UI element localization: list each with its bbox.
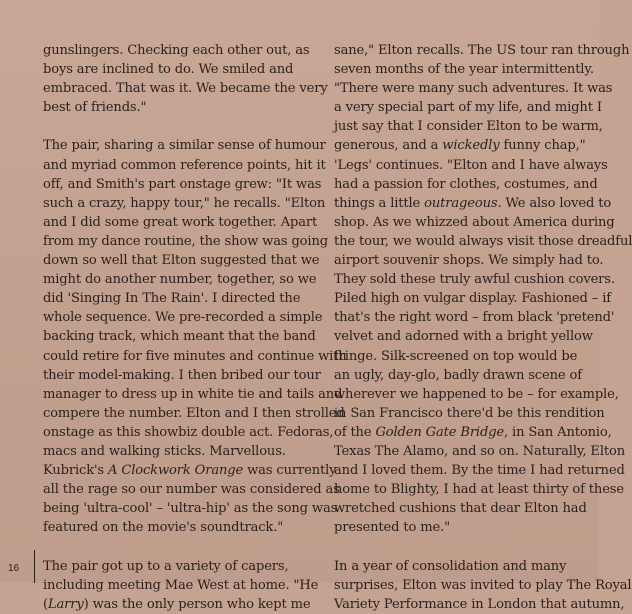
- text-line: such a crazy, happy tour," he recalls. "Elton: [43, 195, 326, 211]
- text-line: [334, 194, 612, 213]
- text-line: onstage as this showbiz double act. Fedoras,: [43, 424, 334, 440]
- text-line: In a year of consolidation and many: [334, 558, 567, 574]
- text-line: presented to me.": [334, 520, 450, 536]
- landmark-emphasis: Golden Gate Bridge: [375, 424, 505, 440]
- text-line: compere the number. Elton and I then strolled: [43, 405, 345, 421]
- text-line: sane," Elton recalls. The US tour ran through: [334, 43, 630, 58]
- text-line: all the rage so our number was considered as: [43, 482, 340, 498]
- text-line: Texas The Alamo, and so on. Naturally, Elton: [334, 443, 625, 459]
- text-line: [43, 461, 337, 480]
- text-line: home to Blighty, I had at least thirty of these: [334, 482, 624, 498]
- text-run: . We also loved to: [497, 195, 612, 211]
- text-run: , in San Antonio,: [504, 424, 612, 440]
- text-run: was currently: [243, 463, 337, 479]
- text-run: funny chap,": [499, 138, 586, 154]
- text-line: boys are inclined to do. We smiled and: [43, 62, 294, 78]
- text-line: manager to dress up in white tie and tails and: [43, 386, 343, 402]
- text-line: and myriad common reference points, hit it: [43, 157, 326, 173]
- text-line: Piled high on vulgar display. Fashioned – if: [334, 291, 611, 307]
- text-run: (: [43, 596, 48, 612]
- text-run: of the: [334, 424, 376, 440]
- emphasis: outrageous: [424, 195, 498, 211]
- text-line: down so well that Elton suggested that we: [43, 253, 320, 269]
- page-number: 16: [8, 563, 20, 574]
- folio-rule: [34, 550, 35, 583]
- text-line: seven months of the year intermittently.: [334, 62, 594, 78]
- text-line: and I loved them. By the time I had returned: [334, 463, 625, 479]
- paragraph-gap: [334, 537, 596, 556]
- text-line: from my dance routine, the show was going: [43, 233, 328, 249]
- text-line: might do another number, together, so we: [43, 272, 317, 288]
- text-line: wretched cushions that dear Elton had: [334, 501, 587, 517]
- text-line: had a passion for clothes, costumes, and: [334, 176, 598, 192]
- text-line: airport souvenir shops. We simply had to.: [334, 253, 604, 269]
- text-line: backing track, which meant that the band: [43, 329, 316, 345]
- text-line: whole sequence. We pre-recorded a simple: [43, 310, 323, 326]
- text-run: ) was the only person who kept me: [83, 596, 311, 612]
- text-line: could retire for five minutes and continue with: [43, 348, 347, 364]
- text-line: that's the right word – from black 'pretend': [334, 310, 615, 326]
- left-column: [43, 41, 347, 614]
- text-line: being 'ultra-cool' – 'ultra-hip' as the song was: [43, 501, 338, 517]
- name-emphasis: Larry: [47, 596, 84, 612]
- text-line: did 'Singing In The Rain'. I directed the: [43, 291, 301, 307]
- paragraph-gap: [43, 117, 305, 136]
- text-run: Kubrick's: [43, 463, 109, 479]
- text-line: "There were many such adventures. It was: [334, 81, 613, 97]
- text-run: generous, and a: [334, 138, 443, 154]
- emphasis: wickedly: [442, 138, 500, 154]
- text-line: fringe. Silk-screened on top would be: [334, 348, 578, 364]
- film-title: A Clockwork Orange: [108, 463, 244, 479]
- text-line: [43, 595, 311, 614]
- text-line: [334, 136, 596, 155]
- text-line: their model-making. I then bribed our tour: [43, 367, 321, 383]
- text-line: surprises, Elton was invited to play The Royal: [334, 577, 632, 593]
- text-line: [334, 423, 612, 442]
- text-line: and I did some great work together. Apart: [43, 214, 318, 230]
- text-line: The pair, sharing a similar sense of humour: [43, 138, 326, 154]
- text-line: a very special part of my life, and might I: [334, 100, 602, 116]
- text-line: in San Francisco there'd be this rendition: [334, 405, 605, 421]
- text-line: wherever we happened to be – for example,: [334, 386, 619, 402]
- paragraph-gap: [43, 537, 305, 556]
- text-line: gunslingers. Checking each other out, as: [43, 43, 310, 58]
- text-line: an ugly, day-glo, badly drawn scene of: [334, 367, 582, 383]
- text-line: just say that I consider Elton to be warm,: [334, 119, 603, 135]
- right-column: [334, 41, 632, 614]
- text-line: macs and walking sticks. Marvellous.: [43, 443, 286, 459]
- text-line: The pair got up to a variety of capers,: [43, 558, 289, 574]
- text-line: featured on the movie's soundtrack.": [43, 520, 284, 536]
- text-line: off, and Smith's part onstage grew: "It was: [43, 176, 322, 192]
- text-line: 'Legs' continues. "Elton and I have always: [334, 157, 608, 173]
- text-line: embraced. That was it. We became the very: [43, 81, 328, 97]
- text-line: Variety Performance in London that autumn,: [334, 596, 625, 612]
- text-run: things a little: [334, 195, 425, 211]
- text-line: velvet and adorned with a bright yellow: [334, 329, 593, 345]
- text-line: the tour, we would always visit those dreadful: [334, 233, 632, 249]
- text-line: They sold these truly awful cushion covers.: [334, 272, 615, 288]
- text-line: best of friends.": [43, 100, 147, 116]
- text-line: including meeting Mae West at home. "He: [43, 577, 319, 593]
- text-line: shop. As we whizzed about America during: [334, 214, 615, 230]
